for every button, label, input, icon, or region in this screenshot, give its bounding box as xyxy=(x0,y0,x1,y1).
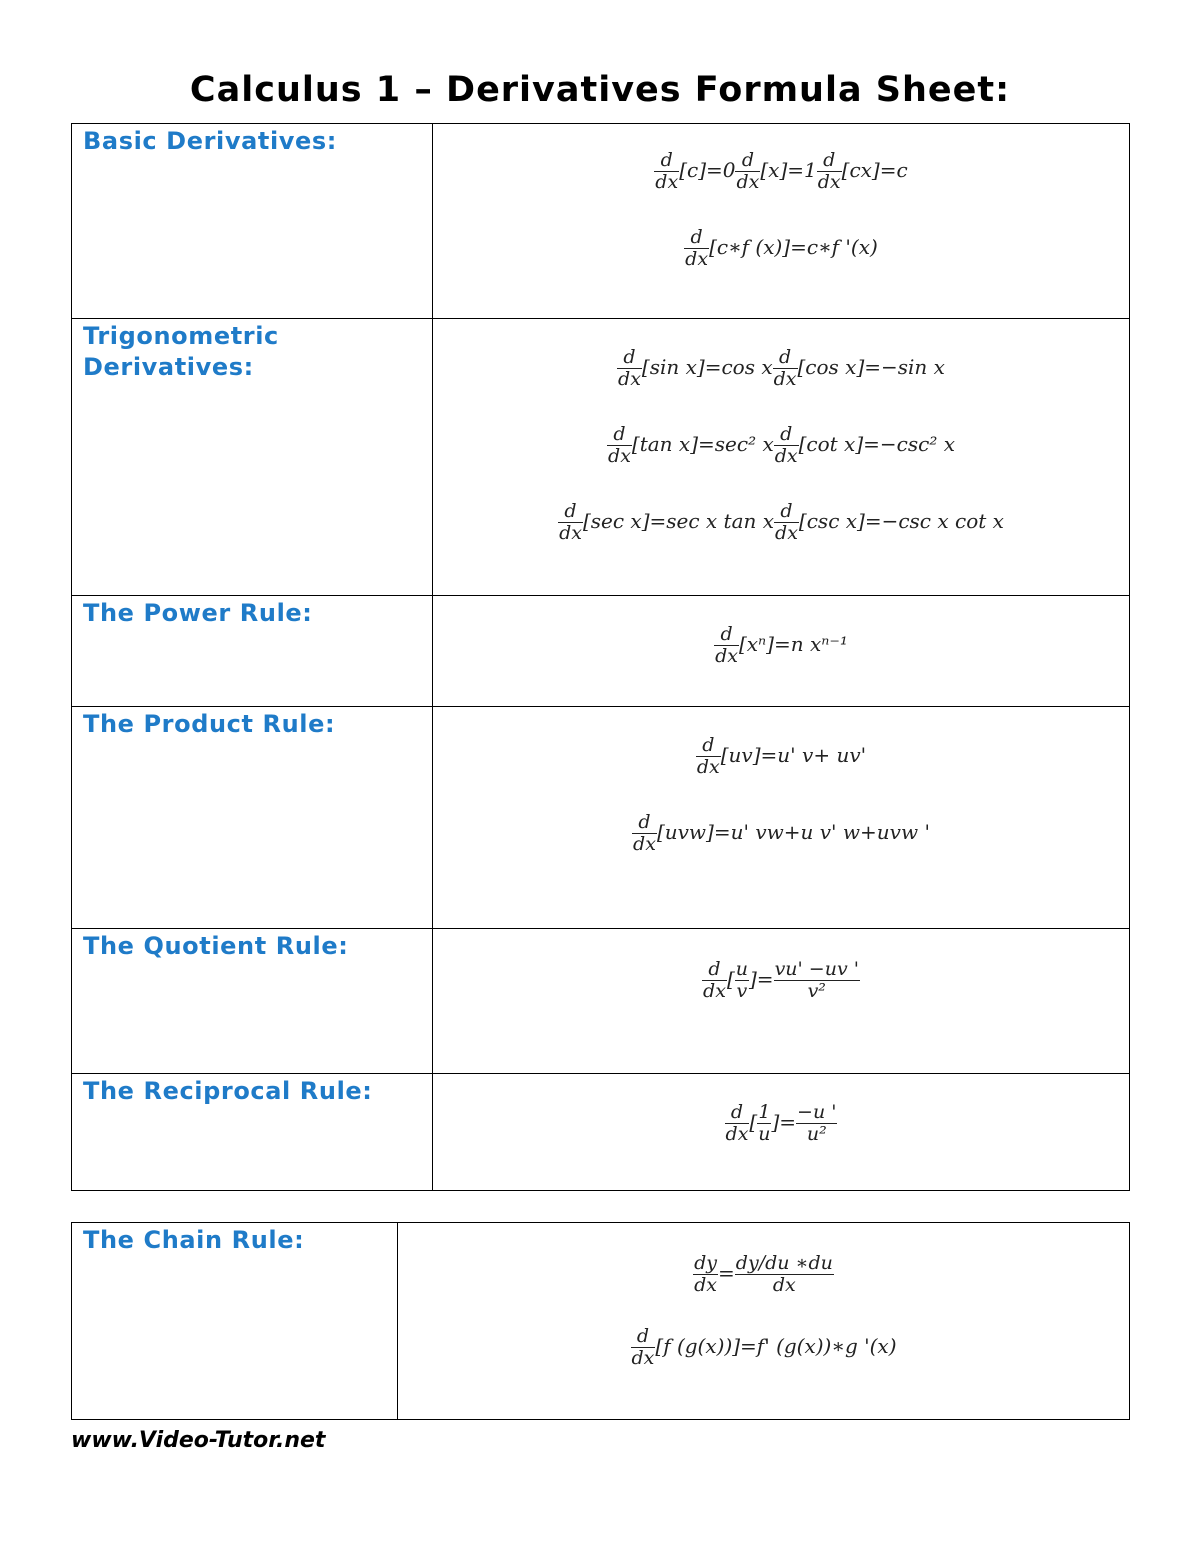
formula xyxy=(398,1253,1129,1296)
denominator: u² xyxy=(806,1123,827,1145)
fraction xyxy=(735,150,760,193)
formula-text: [ xyxy=(749,1110,758,1134)
formula-list xyxy=(433,707,1129,855)
numerator: d xyxy=(725,1102,750,1124)
formula-text: = xyxy=(718,1261,735,1285)
numerator: d xyxy=(702,959,727,981)
formula-text: [cot x]=−csc² x xyxy=(798,432,955,456)
denominator: dx xyxy=(773,368,797,390)
fraction xyxy=(773,347,798,390)
denominator: dx xyxy=(631,1347,655,1369)
formula xyxy=(433,812,1129,855)
denominator: v xyxy=(736,980,748,1002)
formula xyxy=(433,959,1129,1002)
rule-name: The Product Rule: xyxy=(83,710,336,738)
numerator: d xyxy=(617,347,642,369)
denominator: dx xyxy=(696,756,720,778)
fraction xyxy=(696,735,721,778)
page-title: Calculus 1 – Derivatives Formula Sheet: xyxy=(189,70,1011,110)
formula-list xyxy=(433,124,1129,270)
formula-list xyxy=(433,319,1129,544)
fraction xyxy=(817,150,842,193)
numerator: vu' −uv ' xyxy=(774,958,859,980)
fraction xyxy=(774,501,799,544)
formula xyxy=(433,735,1129,778)
fraction xyxy=(693,1253,718,1296)
denominator: dx xyxy=(774,445,798,467)
formula-text: [sec x]=sec x tan x xyxy=(582,509,775,533)
formula xyxy=(398,1326,1129,1369)
rule-row xyxy=(72,929,1130,1074)
denominator: dx xyxy=(817,171,841,193)
denominator: u xyxy=(758,1123,771,1145)
rule-name-cell xyxy=(72,124,433,319)
rule-row xyxy=(72,319,1130,596)
rule-name-cell xyxy=(72,596,433,707)
formula-cell xyxy=(433,929,1130,1074)
formula-text: [ xyxy=(726,967,735,991)
formula-text: [cos x]=−sin x xyxy=(797,355,945,379)
numerator: d xyxy=(558,501,583,523)
rule-row xyxy=(72,707,1130,929)
formula xyxy=(433,227,1129,270)
fraction xyxy=(735,959,749,1002)
rule-name: Basic Derivatives: xyxy=(83,127,337,155)
rule-name: The Chain Rule: xyxy=(83,1226,305,1254)
numerator: 1 xyxy=(758,1101,771,1123)
rule-row xyxy=(72,596,1130,707)
numerator: d xyxy=(654,150,679,172)
numerator: d xyxy=(714,624,739,646)
denominator: dx xyxy=(618,368,641,390)
denominator: v² xyxy=(807,980,826,1002)
rule-name-cell xyxy=(72,707,433,929)
numerator: dy∕du ∗du xyxy=(735,1252,833,1274)
rule-name: The Power Rule: xyxy=(83,599,313,627)
denominator: dx xyxy=(772,1274,796,1296)
numerator: d xyxy=(774,501,799,523)
formula-text: [sin x]=cos x xyxy=(641,355,773,379)
fraction xyxy=(774,424,799,467)
formula-text: ]= xyxy=(749,967,774,991)
fraction xyxy=(684,227,709,270)
formula-cell xyxy=(433,1074,1130,1191)
fraction xyxy=(558,501,583,544)
formula xyxy=(433,424,1129,467)
rule-name: Trigonometric Derivatives: xyxy=(83,322,279,381)
formula-table xyxy=(71,123,1130,1191)
denominator: dx xyxy=(608,445,631,467)
rule-name: The Reciprocal Rule: xyxy=(83,1077,373,1105)
rule-name-cell xyxy=(72,1223,398,1420)
formula xyxy=(433,1102,1129,1145)
formula-list xyxy=(433,596,1129,667)
numerator: dy xyxy=(694,1252,718,1274)
formula-text: [f (g(x))]=f' (g(x))∗g '(x) xyxy=(655,1334,897,1358)
formula-cell xyxy=(433,707,1130,929)
denominator: dx xyxy=(775,522,798,544)
denominator: dx xyxy=(685,248,709,270)
formula-cell xyxy=(398,1223,1130,1420)
fraction xyxy=(714,624,739,667)
fraction xyxy=(796,1102,837,1145)
formula-list xyxy=(398,1223,1129,1369)
fraction xyxy=(607,424,632,467)
formula-cell xyxy=(433,319,1130,596)
denominator: dx xyxy=(725,1123,749,1145)
numerator: d xyxy=(774,424,799,446)
fraction xyxy=(617,347,642,390)
numerator: d xyxy=(696,735,721,757)
numerator: d xyxy=(631,1326,656,1348)
numerator: d xyxy=(607,424,632,446)
denominator: dx xyxy=(736,171,760,193)
numerator: d xyxy=(817,150,842,172)
denominator: dx xyxy=(715,645,738,667)
denominator: dx xyxy=(633,833,656,855)
fraction xyxy=(654,150,679,193)
footer-link[interactable]: www.Video-Tutor.net xyxy=(71,1428,326,1453)
formula-text: [c∗f (x)]=c∗f '(x) xyxy=(709,235,878,259)
formula-cell xyxy=(433,596,1130,707)
formula-list xyxy=(433,929,1129,1002)
numerator: −u ' xyxy=(797,1101,837,1123)
formula-text: [c]=0 xyxy=(679,158,736,182)
chain-rule-row xyxy=(72,1223,1130,1420)
fraction xyxy=(774,959,860,1002)
numerator: u xyxy=(735,958,748,980)
rule-row xyxy=(72,124,1130,319)
denominator: dx xyxy=(559,522,582,544)
formula-text: [tan x]=sec² x xyxy=(631,432,774,456)
denominator: dx xyxy=(703,980,726,1002)
numerator: d xyxy=(773,347,798,369)
formula-text: [xⁿ]=n xⁿ⁻¹ xyxy=(738,632,848,656)
numerator: d xyxy=(632,812,657,834)
formula xyxy=(433,150,1129,193)
numerator: d xyxy=(735,150,760,172)
fraction xyxy=(757,1102,771,1145)
formula-text: [uvw]=u' vw+u v' w+uvw ' xyxy=(656,820,930,844)
formula xyxy=(433,501,1129,544)
fraction xyxy=(725,1102,750,1145)
formula xyxy=(433,347,1129,390)
formula-cell xyxy=(433,124,1130,319)
numerator: d xyxy=(684,227,709,249)
denominator: dx xyxy=(655,171,679,193)
formula-text: [uv]=u' v+ uv' xyxy=(720,743,867,767)
rule-name: The Quotient Rule: xyxy=(83,932,349,960)
rule-name-cell xyxy=(72,319,433,596)
fraction xyxy=(632,812,657,855)
fraction xyxy=(735,1253,834,1296)
formula xyxy=(433,624,1129,667)
fraction xyxy=(631,1326,656,1369)
rule-name-cell xyxy=(72,1074,433,1191)
rule-name-cell xyxy=(72,929,433,1074)
fraction xyxy=(702,959,727,1002)
formula-text: [csc x]=−csc x cot x xyxy=(798,509,1004,533)
formula-text: [x]=1 xyxy=(760,158,817,182)
formula-text: ]= xyxy=(771,1110,797,1134)
formula-list xyxy=(433,1074,1129,1145)
denominator: dx xyxy=(694,1274,718,1296)
rule-row xyxy=(72,1074,1130,1191)
formula-text: [cx]=c xyxy=(841,158,908,182)
chain-rule-table xyxy=(71,1222,1130,1420)
